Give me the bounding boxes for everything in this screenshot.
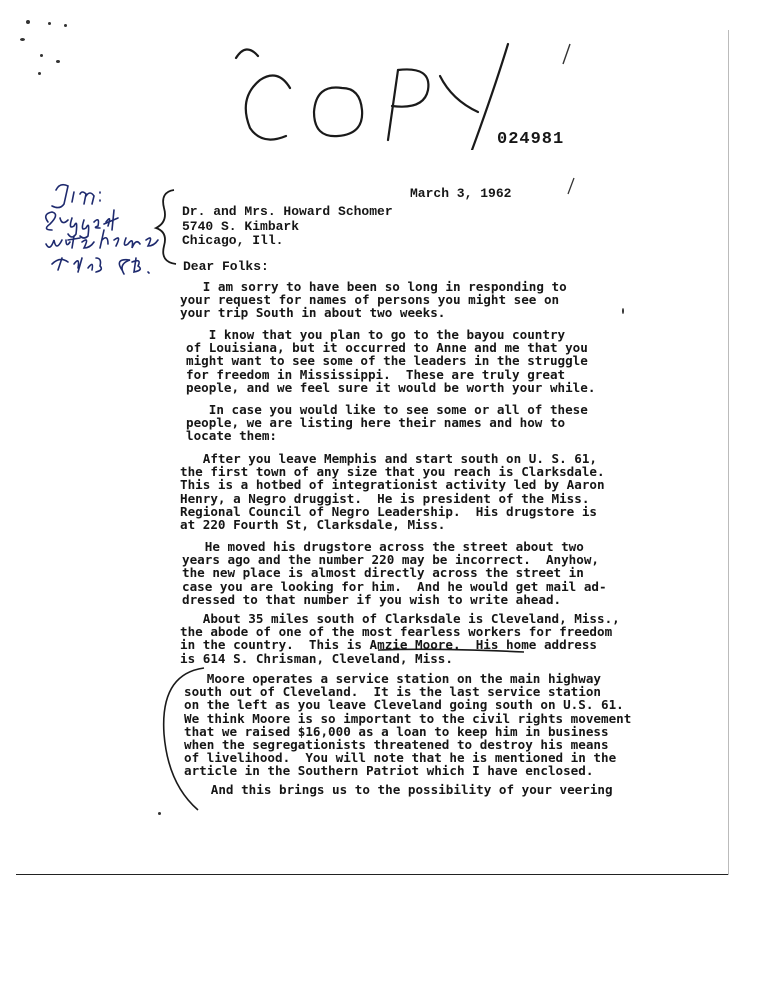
paragraph: And this brings us to the possibility of your veering bbox=[188, 782, 613, 797]
scan-edge-line bbox=[728, 30, 729, 875]
paragraph: In case you would like to see some or all of these people, we are listing here their names and how to locate them: bbox=[186, 402, 588, 444]
page-bottom-edge bbox=[16, 874, 728, 875]
underline-mark-icon bbox=[376, 646, 526, 656]
scan-speck bbox=[158, 812, 161, 815]
paragraph: After you leave Memphis and start south on U. S. 61, the first town of any size that you reach is Clarksdale. This is a hotbed of integrationist activity led by Aaron Henry, a Negro druggist. He is president of the Miss. Regional Council of Negro Leadership. His drugstore is at 220 Fourth St, Clarksdale, Miss. bbox=[180, 451, 605, 533]
scan-speck bbox=[38, 72, 41, 75]
address-line: 5740 S. Kimbark bbox=[182, 218, 300, 234]
scan-speck bbox=[20, 38, 25, 41]
paragraph: About 35 miles south of Clarksdale is Cleveland, Miss., the abode of one of the most fearless workers for freedom in the country. This is Amzie Moore. His home address is 614 S. Chrisman, Cleveland, Miss. bbox=[180, 611, 620, 666]
document-number: 024981 bbox=[497, 130, 565, 149]
paragraph: I know that you plan to go to the bayou country of Louisiana, but it occurred to Anne and me that you might want to see some of the leaders in the struggle for freedom in Mississippi. These are truly great people, and we feel sure it would be worth your while. bbox=[186, 327, 596, 395]
address-line: Chicago, Ill. bbox=[182, 233, 284, 248]
address-line: Dr. and Mrs. Howard Schomer bbox=[182, 204, 393, 219]
margin-arc-mark-icon bbox=[150, 664, 210, 814]
pen-tick-icon bbox=[566, 176, 576, 196]
copy-stamp bbox=[232, 40, 532, 150]
salutation: Dear Folks: bbox=[183, 259, 269, 274]
paragraph: He moved his drugstore across the street about two years ago and the number 220 may be incorrect. Anyhow, the new place is almost directly across the street in case you are looking for him. And he would get mail ad- dressed to that number if you wish to write ahead. bbox=[182, 539, 607, 607]
scan-speck bbox=[26, 20, 30, 24]
pen-mark-icon bbox=[560, 42, 572, 66]
address-bracket-icon bbox=[152, 188, 178, 266]
scan-speck bbox=[40, 54, 43, 57]
scan-speck bbox=[56, 60, 60, 63]
paragraph: Moore operates a service station on the main highway south out of Cleveland. It is the last service station on the left as you leave Cleveland going south on U.S. 61. We think Moore is so important to the civil rights movement that we raised $16,000 as a loan to keep him in business when the segregationists threatened to destroy his means of livelihood. You will note that he is mentioned in the article in the Southern Patriot which I have enclosed. bbox=[184, 671, 632, 779]
letter-date: March 3, 1962 bbox=[410, 186, 512, 201]
recipient-address bbox=[182, 205, 393, 249]
scan-speck bbox=[64, 24, 67, 27]
scan-speck bbox=[622, 308, 624, 314]
scan-speck bbox=[48, 22, 51, 25]
paragraph: I am sorry to have been so long in responding to your request for names of persons you might see on your trip South in about two weeks. bbox=[180, 279, 567, 321]
